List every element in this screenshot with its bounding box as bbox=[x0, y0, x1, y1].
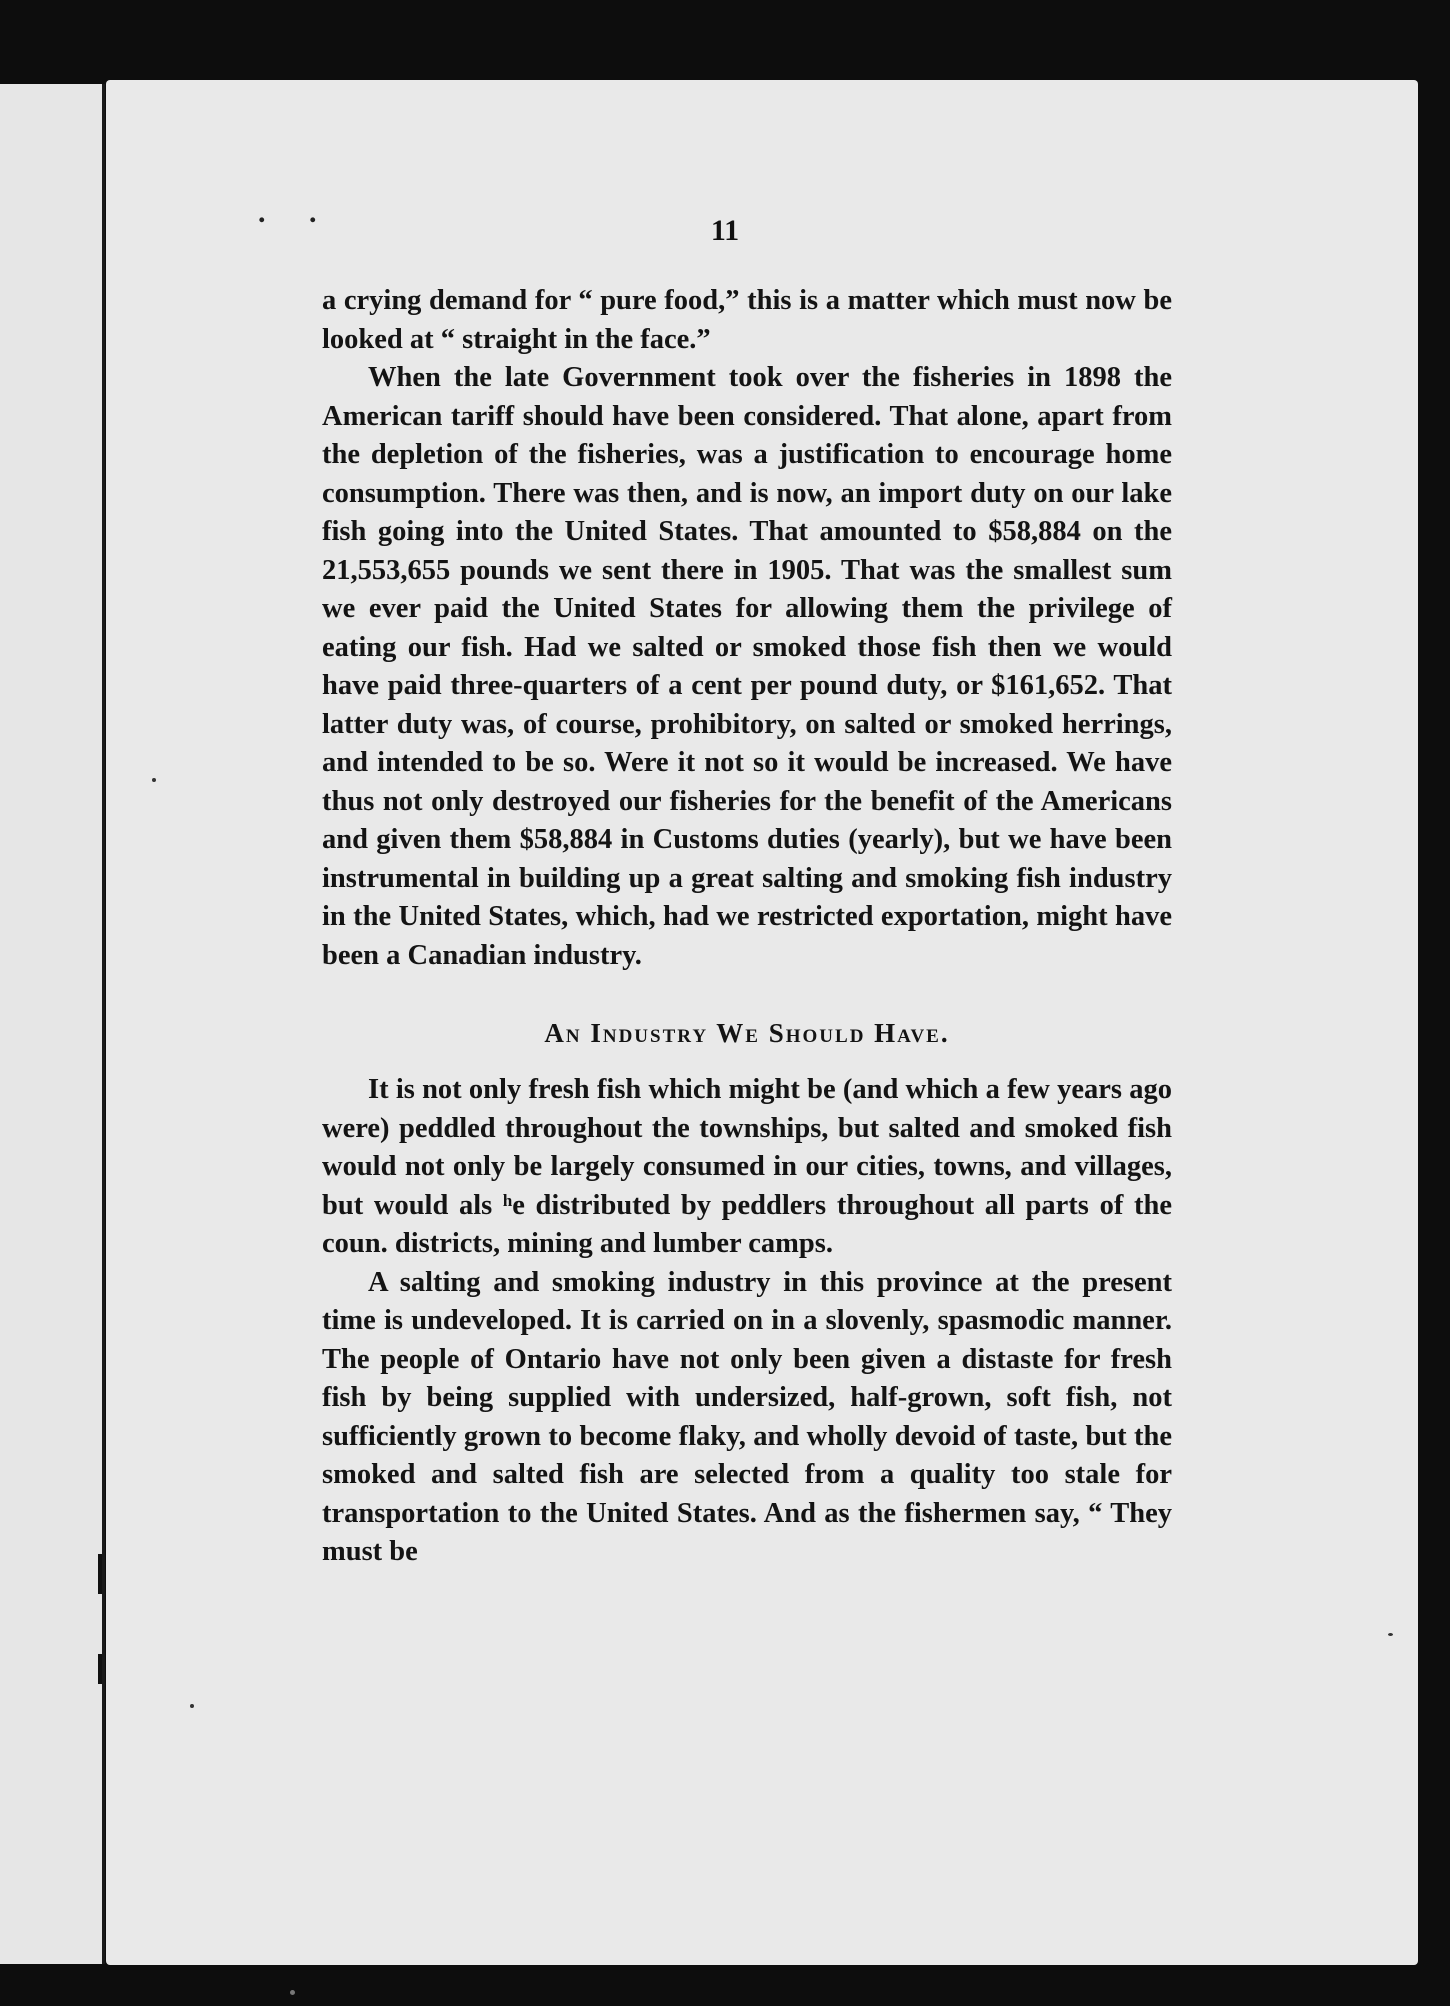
body-text bbox=[322, 282, 1172, 1572]
paragraph: A salting and smoking industry in this province at the present time is undeveloped. It is carried on in a slovenly, spasmodic manner. The people of Ontario have not only been given a distaste for fresh fish by being supplied with undersized, half-grown, soft fish, not sufficiently grown to become flaky, and wholly devoid of taste, but the smoked and salted fish are selected from a quality too stale for transportation to the United States. And as the fishermen say, “ They must be bbox=[322, 1266, 1172, 1567]
scan-speck bbox=[1388, 1633, 1393, 1636]
paragraph: a crying demand for “ pure food,” this is a matter which must now be looked at “ straight in the face.” bbox=[322, 285, 1172, 355]
binding-mark bbox=[98, 1654, 102, 1684]
paragraph: It is not only fresh fish which might be (and which a few years ago were) peddled throughout the townships, but salted and smoked fish would not only be largely consumed in our cities, towns, and villages, but would als ʰe distributed by peddlers throughout all parts of the coun. districts, mining and lumber camps. bbox=[322, 1074, 1172, 1259]
page-number: 11 bbox=[710, 214, 740, 247]
scan-speck bbox=[190, 1704, 194, 1708]
facing-page-edge bbox=[0, 84, 105, 1964]
scan-specks: . . bbox=[258, 196, 335, 229]
scan-speck bbox=[290, 1990, 295, 1995]
paragraph: When the late Government took over the fisheries in 1898 the American tariff should have been considered. That alone, apart from the depletion of the fisheries, was a justification to encourage home consumption. There was then, and is now, an import duty on our lake fish going into the United States. That amounted to $58,884 on the 21,553,655 pounds we sent there in 1905. That was the smallest sum we ever paid the United States for allowing them the privilege of eating our fish. Had we salted or smoked those fish then we would have paid three-quarters of a cent per pound duty, or $161,652. That latter duty was, of course, prohibitory, on salted or smoked herrings, and intended to be so. Were it not so it would be increased. We have thus not only destroyed our fisheries for the benefit of the Americans and given them $58,884 in Customs duties (yearly), but we have been instrumental in building up a great salting and smoking fish industry in the United States, which, had we restricted exportation, might have been a Canadian industry. bbox=[322, 362, 1172, 971]
section-heading: An Industry We Should Have. bbox=[544, 1018, 950, 1048]
scan-speck bbox=[152, 778, 156, 782]
binding-mark bbox=[98, 1554, 102, 1594]
